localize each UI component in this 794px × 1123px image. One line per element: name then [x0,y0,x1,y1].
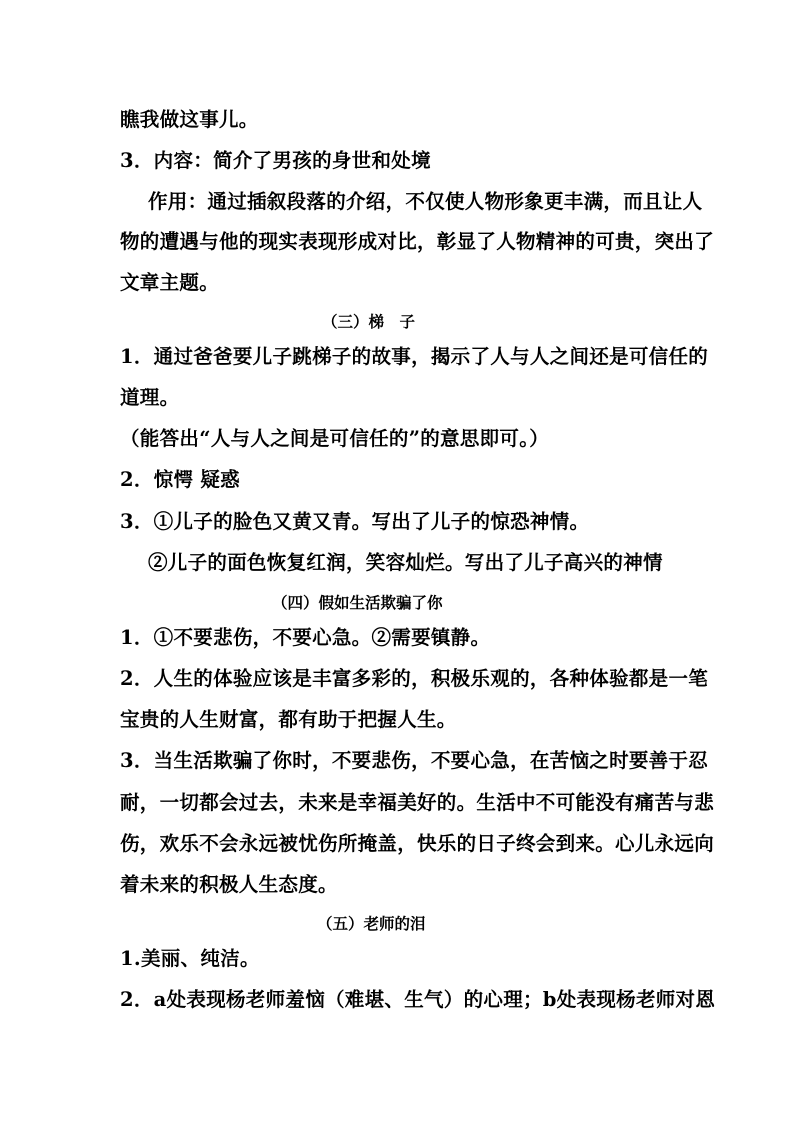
text-line: 作用：通过插叙段落的介绍，不仅使人物形象更丰满，而且让人 [148,190,703,213]
text-line: 文章主题。 [120,271,220,294]
text-line: 耐，一切都会过去，未来是幸福美好的。生活中不可能没有痛苦与悲 [120,791,715,814]
text-line: 3．内容：简介了男孩的身世和处境 [120,149,431,172]
text-line: 1．①不要悲伤，不要心急。②需要镇静。 [120,626,491,649]
text-line: 2．惊愕 疑惑 [120,468,240,491]
text-line: 伤，欢乐不会永远被忧伤所掩盖，快乐的日子终会到来。心儿永远向 [120,832,715,855]
text-line: 道理。 [120,386,180,409]
text-line: 2．a处表现杨老师羞恼（难堪、生气）的心理；b处表现杨老师对恩 [120,988,716,1011]
text-line: 1.美丽、纯洁。 [120,947,260,970]
text-line: 3．①儿子的脸色又黄又青。写出了儿子的惊恐神情。 [120,510,590,533]
text-line: 宝贵的人生财富，都有助于把握人生。 [120,708,457,731]
text-line: 物的遭遇与他的现实表现形成对比，彰显了人物精神的可贵，突出了 [120,230,715,253]
text-line: 2．人生的体验应该是丰富多彩的，积极乐观的，各种体验都是一笔 [120,667,709,690]
text-line: ②儿子的面色恢复红润，笑容灿烂。写出了儿子高兴的神情 [148,551,663,574]
section-heading: （四）假如生活欺骗了你 [272,593,443,612]
text-line: 3．当生活欺骗了你时，不要悲伤，不要心急，在苦恼之时要善于忍 [120,749,709,772]
section-heading: （五）老师的泪 [317,914,426,933]
text-line: （能答出“人与人之间是可信任的”的意思即可。） [120,427,550,450]
section-heading: （三）梯 子 [322,312,416,331]
text-line: 1．通过爸爸要儿子跳梯子的故事，揭示了人与人之间还是可信任的 [120,345,709,368]
text-line: 瞧我做这事儿。 [120,108,259,131]
text-line: 着未来的积极人生态度。 [120,873,338,896]
